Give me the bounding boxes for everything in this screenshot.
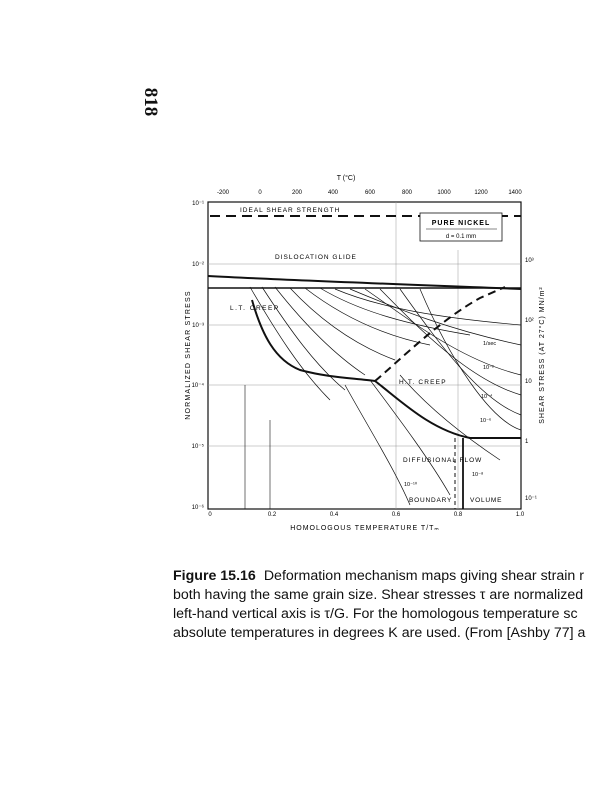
ht-creep-label: H.T. CREEP (399, 379, 447, 386)
caption-line-4: absolute temperatures in degrees K are used. (From [Ashby 77] a (173, 625, 586, 641)
top-tick: 200 (291, 190, 303, 196)
top-tick: 1400 (508, 190, 522, 196)
bottom-tick: 1.0 (515, 512, 525, 518)
right-tick: 10² (525, 318, 534, 324)
figure-label: Figure 15.16 (173, 568, 256, 584)
right-tick: 10³ (525, 258, 534, 264)
ideal-strength-label: IDEAL SHEAR STRENGTH (240, 207, 341, 214)
top-tick: 0 (258, 190, 262, 196)
figure-caption (173, 567, 606, 643)
top-tick: -200 (216, 190, 230, 196)
boundary-label: BOUNDARY (409, 497, 453, 504)
caption-line-2: both having the same grain size. Shear stresses τ are normalized (173, 587, 584, 603)
left-tick: 10⁻⁴ (191, 383, 204, 389)
top-tick: 400 (327, 190, 339, 196)
rate-label: 10⁻¹⁰ (404, 482, 418, 488)
left-axis-label: NORMALIZED SHEAR STRESS (185, 290, 192, 420)
right-tick: 10 (525, 379, 532, 385)
lt-creep-label: L.T. CREEP (230, 305, 280, 312)
top-tick: 1000 (437, 190, 451, 196)
material-name: PURE NICKEL (431, 220, 491, 227)
rate-label: 1/sec (483, 341, 497, 347)
glide-label: DISLOCATION GLIDE (275, 254, 357, 261)
left-tick: 10⁻⁶ (191, 505, 204, 511)
right-axis-label: SHEAR STRESS (AT 27°C) MN/m² (539, 286, 546, 424)
bottom-tick: 0.4 (329, 512, 339, 518)
x-axis-label: HOMOLOGOUS TEMPERATURE T/Tₘ (290, 525, 440, 532)
top-axis-title: T (°C) (336, 175, 356, 182)
top-tick: 800 (401, 190, 413, 196)
top-tick: 1200 (474, 190, 488, 196)
left-tick: 10⁻⁵ (191, 444, 204, 450)
top-tick: 600 (364, 190, 376, 196)
right-tick: 10⁻¹ (525, 496, 537, 502)
volume-label: VOLUME (470, 497, 503, 504)
glide-boundary (208, 276, 521, 289)
bottom-tick: 0.2 (267, 512, 277, 518)
right-tick: 1 (525, 439, 529, 445)
bottom-tick: 0 (208, 512, 212, 518)
rate-label: 10⁻⁸ (472, 472, 484, 478)
left-tick: 10⁻² (192, 262, 204, 268)
caption-line-1: Deformation mechanism maps giving shear strain r (263, 568, 584, 584)
page-number: 818 (140, 87, 161, 117)
rate-label: 10⁻⁶ (480, 418, 492, 424)
left-tick: 10⁻³ (192, 323, 204, 329)
left-tick: 10⁻¹ (192, 201, 204, 207)
caption-line-3: left-hand vertical axis is τ/G. For the homologous temperature sc (173, 606, 578, 622)
grain-size: d = 0.1 mm (445, 234, 477, 240)
diffusional-label: DIFFUSIONAL FLOW (403, 457, 483, 464)
bottom-tick: 0.6 (391, 512, 401, 518)
rate-label: 10⁻⁴ (481, 394, 493, 400)
rate-label: 10⁻² (483, 365, 494, 371)
bottom-tick: 0.8 (453, 512, 463, 518)
